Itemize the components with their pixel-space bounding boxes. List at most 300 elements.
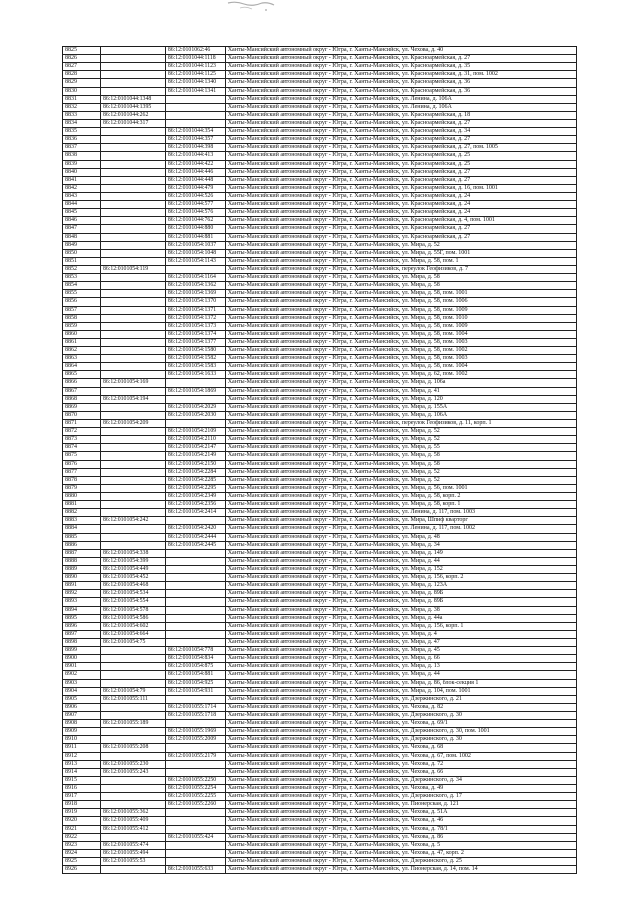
address-region: Ханты-Мансийский автономный округ - Югра, г. Ханты-Мансийск, bbox=[227, 776, 402, 783]
address-street: ул. Мира, д. 48 bbox=[401, 533, 440, 540]
address-street: ул. Мира, д. 41 bbox=[401, 387, 440, 394]
address-street: ул. Мира, д. 58, пом. 1 bbox=[401, 257, 459, 264]
row-number: 8914 bbox=[63, 769, 101, 776]
address bbox=[226, 842, 577, 849]
cadastral-number-1: 86:12:0101044:1348 bbox=[101, 96, 166, 103]
row-number: 8913 bbox=[63, 761, 101, 768]
address-street: ул. Красноармейская, д. 25 bbox=[401, 152, 471, 159]
row-number: 8856 bbox=[63, 298, 101, 305]
cadastral-number-1 bbox=[101, 71, 166, 78]
address-street: ул. Ленина, д. 117, пом. 1003 bbox=[401, 509, 476, 516]
row-number: 8919 bbox=[63, 809, 101, 816]
address-region: Ханты-Мансийский автономный округ - Югра, г. Ханты-Мансийск, bbox=[227, 493, 402, 500]
row-number: 8874 bbox=[63, 444, 101, 451]
address bbox=[226, 128, 577, 135]
row-number: 8915 bbox=[63, 777, 101, 784]
address-street: ул. Мира, д. 58 bbox=[401, 282, 440, 289]
cadastral-number-1 bbox=[101, 55, 166, 62]
cadastral-number-1 bbox=[101, 801, 166, 808]
table-row bbox=[63, 728, 577, 736]
cadastral-number-1 bbox=[101, 274, 166, 281]
address-region: Ханты-Мансийский автономный округ - Югра, г. Ханты-Мансийск, bbox=[227, 379, 402, 386]
table-row bbox=[63, 436, 577, 444]
address-street: ул. Мира, Шпиф кварторг bbox=[401, 517, 468, 524]
cadastral-number-2: 86:12:0101055:2250 bbox=[166, 777, 226, 784]
address-street: ул. Мира, д. 58, пом. 1001 bbox=[401, 290, 468, 297]
address-region: Ханты-Мансийский автономный округ - Югра, г. Ханты-Мансийск, bbox=[227, 452, 402, 459]
cadastral-number-2 bbox=[166, 590, 226, 597]
cadastral-number-2 bbox=[166, 631, 226, 638]
row-number: 8920 bbox=[63, 817, 101, 824]
cadastral-number-1 bbox=[101, 152, 166, 159]
cadastral-number-1: 86:12:0101054:79 bbox=[101, 688, 166, 695]
address bbox=[226, 112, 577, 119]
cadastral-number-1 bbox=[101, 728, 166, 735]
row-number: 8900 bbox=[63, 655, 101, 662]
cadastral-number-2: 86:12:0101044:576 bbox=[166, 209, 226, 216]
address-region: Ханты-Мансийский автономный округ - Югра, г. Ханты-Мансийск, bbox=[227, 817, 402, 824]
address-region: Ханты-Мансийский автономный округ - Югра, г. Ханты-Мансийск, bbox=[227, 420, 402, 427]
address-street: ул. Ленина, д. 106А bbox=[401, 95, 452, 102]
table-row bbox=[63, 169, 577, 177]
address bbox=[226, 509, 577, 516]
cadastral-number-1 bbox=[101, 534, 166, 541]
row-number: 8828 bbox=[63, 71, 101, 78]
address-street: ул. Мира, д. 44 bbox=[401, 671, 440, 678]
cadastral-number-2 bbox=[166, 744, 226, 751]
cadastral-number-2: 86:12:0101055:2260 bbox=[166, 801, 226, 808]
row-number: 8833 bbox=[63, 112, 101, 119]
cadastral-number-1: 86:12:0101055:494 bbox=[101, 850, 166, 857]
cadastral-number-2: 86:12:0101055:633 bbox=[166, 866, 226, 873]
cadastral-number-2 bbox=[166, 379, 226, 386]
row-number: 8831 bbox=[63, 96, 101, 103]
address bbox=[226, 477, 577, 484]
address-region: Ханты-Мансийский автономный округ - Югра, г. Ханты-Мансийск, bbox=[227, 549, 402, 556]
cadastral-number-1: 86:12:0101055:208 bbox=[101, 744, 166, 751]
table-row bbox=[63, 655, 577, 663]
address bbox=[226, 371, 577, 378]
row-number: 8893 bbox=[63, 598, 101, 605]
cadastral-number-1 bbox=[101, 185, 166, 192]
cadastral-number-2 bbox=[166, 566, 226, 573]
cadastral-number-2: 86:12:0101054:2285 bbox=[166, 477, 226, 484]
address bbox=[226, 517, 577, 524]
address-region: Ханты-Мансийский автономный округ - Югра, г. Ханты-Мансийск, bbox=[227, 460, 402, 467]
address-region: Ханты-Мансийский автономный округ - Югра, г. Ханты-Мансийск, bbox=[227, 517, 402, 524]
cadastral-number-1 bbox=[101, 347, 166, 354]
table-row bbox=[63, 104, 577, 112]
cadastral-number-1: 86:12:0101055:189 bbox=[101, 720, 166, 727]
address-region: Ханты-Мансийский автономный округ - Югра, г. Ханты-Мансийск, bbox=[227, 119, 402, 126]
row-number: 8837 bbox=[63, 144, 101, 151]
row-number: 8853 bbox=[63, 274, 101, 281]
cadastral-number-1 bbox=[101, 88, 166, 95]
table-row bbox=[63, 290, 577, 298]
address bbox=[226, 639, 577, 646]
address-region: Ханты-Мансийский автономный округ - Югра, г. Ханты-Мансийск, bbox=[227, 695, 402, 702]
cadastral-number-2 bbox=[166, 582, 226, 589]
address-region: Ханты-Мансийский автономный округ - Югра, г. Ханты-Мансийск, bbox=[227, 347, 402, 354]
table-row bbox=[63, 404, 577, 412]
cadastral-number-1: 86:12:0101054:602 bbox=[101, 623, 166, 630]
address-region: Ханты-Мансийский автономный округ - Югра, г. Ханты-Мансийск, bbox=[227, 209, 402, 216]
address bbox=[226, 379, 577, 386]
address-street: ул. Мира, д. 155А bbox=[401, 403, 448, 410]
address-region: Ханты-Мансийский автономный округ - Югра, г. Ханты-Мансийск, bbox=[227, 403, 402, 410]
row-number: 8865 bbox=[63, 371, 101, 378]
cadastral-number-2: 86:12:0101044:762 bbox=[166, 217, 226, 224]
row-number: 8839 bbox=[63, 161, 101, 168]
address-region: Ханты-Мансийский автономный округ - Югра, г. Ханты-Мансийск, bbox=[227, 128, 402, 135]
cadastral-number-1 bbox=[101, 793, 166, 800]
cadastral-number-1: 86:12:0101054:534 bbox=[101, 590, 166, 597]
cadastral-number-2 bbox=[166, 550, 226, 557]
address bbox=[226, 598, 577, 605]
address bbox=[226, 436, 577, 443]
address-region: Ханты-Мансийский автономный округ - Югра, г. Ханты-Мансийск, bbox=[227, 582, 402, 589]
address-street: ул. Чехова, д. 72 bbox=[401, 760, 444, 767]
row-number: 8916 bbox=[63, 785, 101, 792]
address-street: ул. Красноармейская, д. 36 bbox=[401, 87, 471, 94]
cadastral-number-1 bbox=[101, 234, 166, 241]
address bbox=[226, 671, 577, 678]
address-region: Ханты-Мансийский автономный округ - Югра, г. Ханты-Мансийск, bbox=[227, 720, 402, 727]
cadastral-number-2: 86:12:0101054:1580 bbox=[166, 347, 226, 354]
address-street: ул. Красноармейская, д. 27 bbox=[401, 136, 471, 143]
table-row bbox=[63, 542, 577, 550]
address bbox=[226, 298, 577, 305]
cadastral-number-2: 86:12:0101054:1143 bbox=[166, 258, 226, 265]
table-row bbox=[63, 801, 577, 809]
table-row bbox=[63, 712, 577, 720]
cadastral-number-1 bbox=[101, 436, 166, 443]
cadastral-number-1: 86:12:0101054:452 bbox=[101, 574, 166, 581]
cadastral-number-1 bbox=[101, 501, 166, 508]
cadastral-number-1: 86:12:0101054:449 bbox=[101, 566, 166, 573]
address bbox=[226, 647, 577, 654]
address bbox=[226, 266, 577, 273]
address-region: Ханты-Мансийский автономный округ - Югра, г. Ханты-Мансийск, bbox=[227, 395, 402, 402]
address-region: Ханты-Мансийский автономный округ - Югра, г. Ханты-Мансийск, bbox=[227, 857, 402, 864]
address bbox=[226, 71, 577, 78]
row-number: 8898 bbox=[63, 639, 101, 646]
row-number: 8830 bbox=[63, 88, 101, 95]
address-region: Ханты-Мансийский автономный округ - Югра, г. Ханты-Мансийск, bbox=[227, 306, 402, 313]
address-region: Ханты-Мансийский автономный округ - Югра, г. Ханты-Мансийск, bbox=[227, 598, 402, 605]
cadastral-number-1 bbox=[101, 258, 166, 265]
address bbox=[226, 339, 577, 346]
cadastral-number-2 bbox=[166, 809, 226, 816]
address-street: ул. Красноармейская, д. 4, пом. 1001 bbox=[401, 217, 495, 224]
address bbox=[226, 217, 577, 224]
row-number: 8860 bbox=[63, 331, 101, 338]
address-street: ул. Мира, д. 13 bbox=[401, 663, 440, 670]
table-row bbox=[63, 704, 577, 712]
cadastral-number-1: 86:12:0101055:409 bbox=[101, 817, 166, 824]
address-region: Ханты-Мансийский автономный округ - Югра, г. Ханты-Мансийск, bbox=[227, 144, 402, 151]
row-number: 8906 bbox=[63, 704, 101, 711]
address bbox=[226, 250, 577, 257]
table-row bbox=[63, 412, 577, 420]
address-street: ул. Мира, д. 58, пом. 1010 bbox=[401, 314, 468, 321]
address-region: Ханты-Мансийский автономный округ - Югра, г. Ханты-Мансийск, bbox=[227, 233, 402, 240]
cadastral-number-1 bbox=[101, 225, 166, 232]
address-region: Ханты-Мансийский автономный округ - Югра, г. Ханты-Мансийск, bbox=[227, 541, 402, 548]
address bbox=[226, 201, 577, 208]
address-region: Ханты-Мансийский автономный округ - Югра, г. Ханты-Мансийск, bbox=[227, 484, 402, 491]
address-region: Ханты-Мансийский автономный округ - Югра, г. Ханты-Мансийск, bbox=[227, 444, 402, 451]
row-number: 8881 bbox=[63, 501, 101, 508]
table-row bbox=[63, 136, 577, 144]
cadastral-number-1: 86:12:0101055:412 bbox=[101, 826, 166, 833]
cadastral-number-2: 86:12:0101054:1370 bbox=[166, 298, 226, 305]
address-street: ул. Мира, д. 58, пом. 1002 bbox=[401, 347, 468, 354]
address-region: Ханты-Мансийский автономный округ - Югра, г. Ханты-Мансийск, bbox=[227, 703, 402, 710]
row-number: 8840 bbox=[63, 169, 101, 176]
address-region: Ханты-Мансийский автономный округ - Югра, г. Ханты-Мансийск, bbox=[227, 265, 402, 272]
address-street: ул. Красноармейская, д. 35 bbox=[401, 63, 471, 70]
address-region: Ханты-Мансийский автономный округ - Югра, г. Ханты-Мансийск, bbox=[227, 436, 402, 443]
address-street: ул. Чехова, д. 68 bbox=[401, 744, 444, 751]
row-number: 8889 bbox=[63, 566, 101, 573]
cadastral-number-1: 86:12:0101044:317 bbox=[101, 120, 166, 127]
address-street: ул. Красноармейская, д. 27 bbox=[401, 176, 471, 183]
cadastral-number-2: 86:12:0101044:1123 bbox=[166, 63, 226, 70]
address bbox=[226, 355, 577, 362]
address-street: переулок Геофизиков, д. 7 bbox=[401, 265, 469, 272]
address bbox=[226, 461, 577, 468]
cadastral-number-1 bbox=[101, 298, 166, 305]
table-row bbox=[63, 469, 577, 477]
cadastral-number-1: 86:12:0101055:474 bbox=[101, 842, 166, 849]
table-row bbox=[63, 71, 577, 79]
table-row bbox=[63, 112, 577, 120]
row-number: 8924 bbox=[63, 850, 101, 857]
row-number: 8903 bbox=[63, 680, 101, 687]
address-region: Ханты-Мансийский автономный округ - Югра, г. Ханты-Мансийск, bbox=[227, 590, 402, 597]
address bbox=[226, 542, 577, 549]
address-street: ул. Дзержинского, д. 34 bbox=[401, 776, 462, 783]
cadastral-number-1 bbox=[101, 525, 166, 532]
row-number: 8825 bbox=[63, 47, 101, 54]
table-row bbox=[63, 558, 577, 566]
cadastral-number-2: 86:12:0101054:1377 bbox=[166, 339, 226, 346]
address-street: ул. Дзержинского, д. 30 bbox=[401, 711, 462, 718]
cadastral-number-2: 86:12:0101054:1372 bbox=[166, 315, 226, 322]
table-row bbox=[63, 866, 577, 874]
cadastral-number-2: 86:12:0101054:834 bbox=[166, 655, 226, 662]
cadastral-number-2: 86:12:0101054:2445 bbox=[166, 542, 226, 549]
cadastral-number-1 bbox=[101, 161, 166, 168]
table-row bbox=[63, 769, 577, 777]
row-number: 8867 bbox=[63, 388, 101, 395]
row-number: 8883 bbox=[63, 517, 101, 524]
address-street: ул. Красноармейская, д. 27 bbox=[401, 119, 471, 126]
row-number: 8888 bbox=[63, 558, 101, 565]
cadastral-number-1 bbox=[101, 331, 166, 338]
row-number: 8905 bbox=[63, 696, 101, 703]
cadastral-number-2: 86:12:0101054:1869 bbox=[166, 388, 226, 395]
cadastral-number-1: 86:12:0101054:119 bbox=[101, 266, 166, 273]
cadastral-number-1 bbox=[101, 388, 166, 395]
cadastral-number-2: 86:12:0101054:1371 bbox=[166, 307, 226, 314]
row-number: 8827 bbox=[63, 63, 101, 70]
address-street: ул. Мира, д. 58 bbox=[401, 460, 440, 467]
address-street: ул. Мира, д. 120 bbox=[401, 395, 443, 402]
address-region: Ханты-Мансийский автономный округ - Югра, г. Ханты-Мансийск, bbox=[227, 509, 402, 516]
address-region: Ханты-Мансийский автономный округ - Югра, г. Ханты-Мансийск, bbox=[227, 136, 402, 143]
row-number: 8858 bbox=[63, 315, 101, 322]
address-region: Ханты-Мансийский автономный округ - Югра, г. Ханты-Мансийск, bbox=[227, 111, 402, 118]
address bbox=[226, 315, 577, 322]
address-region: Ханты-Мансийский автономный округ - Югра, г. Ханты-Мансийск, bbox=[227, 387, 402, 394]
address-region: Ханты-Мансийский автономный округ - Югра, г. Ханты-Мансийск, bbox=[227, 225, 402, 232]
address-region: Ханты-Мансийский автономный округ - Югра, г. Ханты-Мансийск, bbox=[227, 71, 402, 78]
address bbox=[226, 793, 577, 800]
address-region: Ханты-Мансийский автономный округ - Югра, г. Ханты-Мансийск, bbox=[227, 87, 402, 94]
cadastral-number-1 bbox=[101, 680, 166, 687]
address-street: ул. Мира, д. 56, пом. 1001 bbox=[401, 484, 468, 491]
row-number: 8851 bbox=[63, 258, 101, 265]
address bbox=[226, 242, 577, 249]
table-row bbox=[63, 663, 577, 671]
row-number: 8866 bbox=[63, 379, 101, 386]
cadastral-number-1 bbox=[101, 136, 166, 143]
address-region: Ханты-Мансийский автономный округ - Югра, г. Ханты-Мансийск, bbox=[227, 557, 402, 564]
table-row bbox=[63, 647, 577, 655]
cadastral-number-1 bbox=[101, 493, 166, 500]
row-number: 8835 bbox=[63, 128, 101, 135]
cadastral-number-2: 86:12:0101044:448 bbox=[166, 177, 226, 184]
cadastral-number-2: 86:12:0101054:1582 bbox=[166, 355, 226, 362]
table-row bbox=[63, 144, 577, 152]
address-region: Ханты-Мансийский автономный округ - Югра, г. Ханты-Мансийск, bbox=[227, 752, 402, 759]
table-row bbox=[63, 452, 577, 460]
cadastral-number-1: 86:12:0101044:1395 bbox=[101, 104, 166, 111]
cadastral-number-1 bbox=[101, 834, 166, 841]
cadastral-number-1 bbox=[101, 647, 166, 654]
address bbox=[226, 501, 577, 508]
cadastral-number-2: 86:12:0101054:778 bbox=[166, 647, 226, 654]
row-number: 8842 bbox=[63, 185, 101, 192]
table-row bbox=[63, 234, 577, 242]
address-region: Ханты-Мансийский автономный округ - Югра, г. Ханты-Мансийск, bbox=[227, 103, 402, 110]
address-region: Ханты-Мансийский автономный округ - Югра, г. Ханты-Мансийск, bbox=[227, 468, 402, 475]
row-number: 8834 bbox=[63, 120, 101, 127]
cadastral-number-2: 86:12:0101044:357 bbox=[166, 136, 226, 143]
cadastral-number-1: 86:12:0101054:338 bbox=[101, 550, 166, 557]
row-number: 8846 bbox=[63, 217, 101, 224]
address-region: Ханты-Мансийский автономный округ - Югра, г. Ханты-Мансийск, bbox=[227, 257, 402, 264]
address-street: ул. Мира, д. 156, корп. 1 bbox=[401, 622, 464, 629]
cadastral-number-2: 86:12:0101054:875 bbox=[166, 663, 226, 670]
table-row bbox=[63, 809, 577, 817]
cadastral-number-2: 86:12:0101055:2254 bbox=[166, 785, 226, 792]
cadastral-number-2: 86:12:0101054:931 bbox=[166, 688, 226, 695]
address-street: ул. Мира, д. 156, корп. 2 bbox=[401, 574, 464, 581]
address-street: ул. Мира, д. 123А bbox=[401, 582, 448, 589]
address-region: Ханты-Мансийский автономный округ - Югра, г. Ханты-Мансийск, bbox=[227, 849, 402, 856]
row-number: 8864 bbox=[63, 363, 101, 370]
address-street: ул. Мира, д. 52 bbox=[401, 241, 440, 248]
address-street: ул. Мира, д. 58, пом. 1004 bbox=[401, 330, 468, 337]
cadastral-number-2: 86:12:0101062:46 bbox=[166, 47, 226, 54]
address bbox=[226, 858, 577, 865]
address-region: Ханты-Мансийский автономный округ - Югра, г. Ханты-Мансийск, bbox=[227, 338, 402, 345]
address-street: ул. Мира, д. 44 bbox=[401, 557, 440, 564]
cadastral-number-1: 86:12:0101055:230 bbox=[101, 761, 166, 768]
cadastral-number-2: 86:12:0101054:2284 bbox=[166, 469, 226, 476]
address-street: ул. Чехова, д. 82 bbox=[401, 703, 444, 710]
address-street: ул. Мира, д. 55Г, пом. 1001 bbox=[401, 249, 471, 256]
address bbox=[226, 607, 577, 614]
cadastral-number-2: 86:12:0101054:1374 bbox=[166, 331, 226, 338]
address-street: ул. Мира, д. 55 bbox=[401, 444, 440, 451]
cadastral-number-1 bbox=[101, 663, 166, 670]
address-region: Ханты-Мансийский автономный округ - Югра, г. Ханты-Мансийск, bbox=[227, 622, 402, 629]
row-number: 8854 bbox=[63, 282, 101, 289]
address-region: Ханты-Мансийский автономный округ - Югра, г. Ханты-Мансийск, bbox=[227, 501, 402, 508]
table-row bbox=[63, 63, 577, 71]
cadastral-number-1: 86:12:0101054:468 bbox=[101, 582, 166, 589]
address-street: ул. Мира, д. 52 bbox=[401, 476, 440, 483]
cadastral-number-2 bbox=[166, 266, 226, 273]
cadastral-number-1 bbox=[101, 315, 166, 322]
cadastral-number-1 bbox=[101, 47, 166, 54]
row-number: 8901 bbox=[63, 663, 101, 670]
cadastral-number-2: 86:12:0101054:2150 bbox=[166, 461, 226, 468]
table-row bbox=[63, 744, 577, 752]
cadastral-number-2 bbox=[166, 761, 226, 768]
cadastral-number-2 bbox=[166, 817, 226, 824]
table-row bbox=[63, 388, 577, 396]
table-row bbox=[63, 550, 577, 558]
address-street: ул. Мира, д. 104, пом. 1001 bbox=[401, 687, 471, 694]
address bbox=[226, 801, 577, 808]
address-street: ул. Чехова, д. 86 bbox=[401, 833, 444, 840]
address-street: ул. Мира, д. 89Б bbox=[401, 598, 444, 605]
address-region: Ханты-Мансийский автономный округ - Югра, г. Ханты-Мансийск, bbox=[227, 249, 402, 256]
cadastral-number-1 bbox=[101, 704, 166, 711]
address-street: ул. Красноармейская, д. 24 bbox=[401, 201, 471, 208]
row-number: 8891 bbox=[63, 582, 101, 589]
address bbox=[226, 290, 577, 297]
cadastral-number-1 bbox=[101, 128, 166, 135]
address-street: ул. Дзержинского, д. 21 bbox=[401, 695, 462, 702]
address-street: ул. Мира, д. 38 bbox=[401, 606, 440, 613]
table-row bbox=[63, 639, 577, 647]
row-number: 8887 bbox=[63, 550, 101, 557]
row-number: 8896 bbox=[63, 623, 101, 630]
table-row bbox=[63, 88, 577, 96]
address bbox=[226, 177, 577, 184]
address bbox=[226, 104, 577, 111]
address-region: Ханты-Мансийский автономный округ - Югра, г. Ханты-Мансийск, bbox=[227, 47, 402, 53]
cadastral-number-1 bbox=[101, 477, 166, 484]
address-street: ул. Мира, д. 58 bbox=[401, 452, 440, 459]
address-street: ул. Ленина, д. 117, пом. 1002 bbox=[401, 525, 476, 532]
cadastral-number-2 bbox=[166, 558, 226, 565]
table-row bbox=[63, 120, 577, 128]
cadastral-number-2 bbox=[166, 623, 226, 630]
cadastral-number-2: 86:12:0101054:2029 bbox=[166, 404, 226, 411]
address-street: ул. Красноармейская, д. 34 bbox=[401, 128, 471, 135]
address bbox=[226, 688, 577, 695]
cadastral-number-2: 86:12:0101044:422 bbox=[166, 161, 226, 168]
address-region: Ханты-Мансийский автономный округ - Югра, г. Ханты-Мансийск, bbox=[227, 371, 402, 378]
address bbox=[226, 274, 577, 281]
